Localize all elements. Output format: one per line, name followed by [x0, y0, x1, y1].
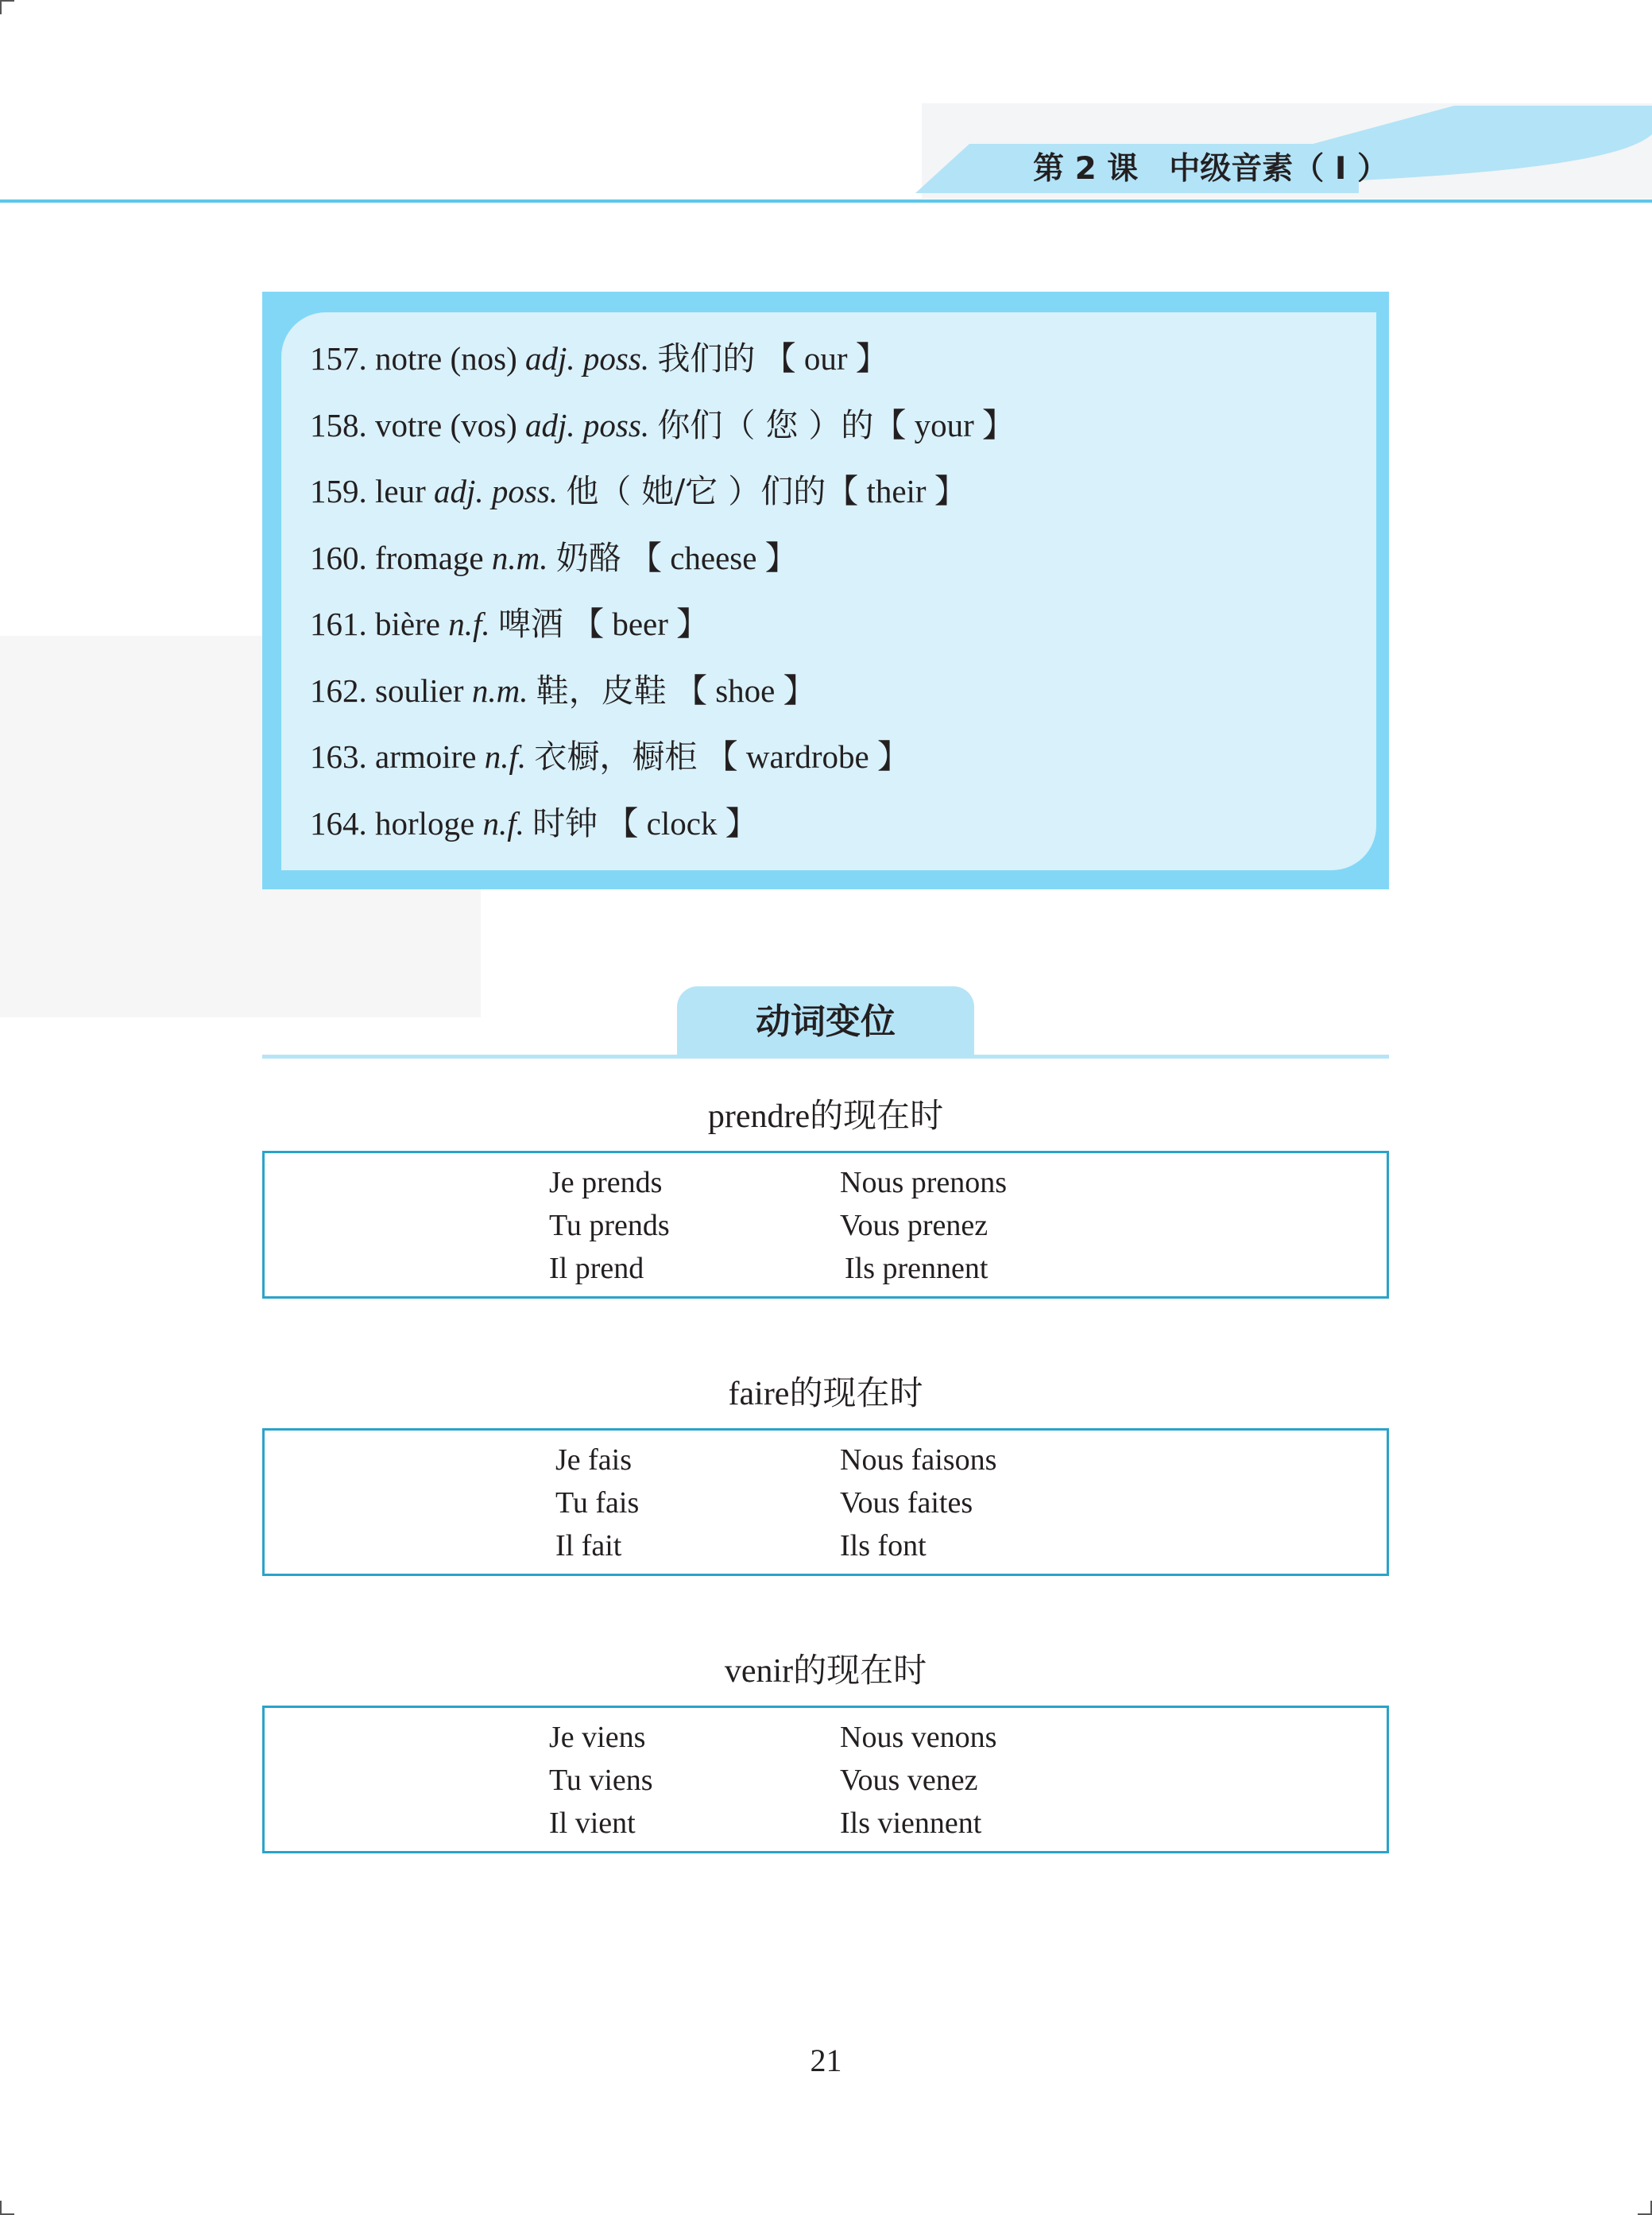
vocabulary-list [310, 332, 1015, 863]
singular-column [555, 1439, 639, 1567]
conjugation-form: Je fais [555, 1443, 633, 1477]
conjugation-table [262, 1151, 1389, 1299]
conjugation-title: venir的现在时 [724, 1651, 927, 1690]
vocab-item: 157. notre (nos) adj. poss. 我们的 【 our 】 [310, 339, 888, 378]
singular-column [549, 1716, 653, 1845]
conjugation-form: Vous prenez [840, 1209, 988, 1242]
plural-column [840, 1161, 1007, 1290]
vocab-item: 158. votre (vos) adj. poss. 你们（ 您 ）的【 your 】 [310, 405, 1016, 444]
conjugation-form: Nous faisons [840, 1443, 997, 1477]
lesson-title: 第 2 课 中级音素（ I ） [1033, 151, 1388, 187]
vocab-item: 161. bière n.f. 啤酒 【 beer 】 [310, 605, 710, 643]
vocab-item: 163. armoire n.f. 衣橱，橱柜 【 wardrobe 】 [310, 738, 910, 776]
plural-column [840, 1716, 996, 1845]
vocab-item: 162. soulier n.m. 鞋，皮鞋 【 shoe 】 [310, 671, 816, 710]
crop-mark-bottom-right [1638, 2201, 1652, 2215]
conjugation-form: Tu prends [549, 1209, 670, 1242]
conjugation-form: Il prend [549, 1252, 644, 1285]
conjugation-form: Je prends [549, 1166, 663, 1199]
crop-mark-bottom-left [0, 2201, 14, 2215]
conjugation-form: Nous prenons [840, 1166, 1008, 1199]
vocab-item: 159. leur adj. poss. 他（ 她/它 ）们的【 their 】 [310, 472, 967, 510]
conjugation-form: Il fait [555, 1529, 622, 1563]
header-rule [0, 199, 1652, 203]
conjugation-form: Je viens [549, 1721, 646, 1754]
conjugation-form: Tu fais [555, 1486, 640, 1520]
section-title: 动词变位 [677, 986, 974, 1056]
conjugation-title: prendre的现在时 [707, 1096, 944, 1135]
vocab-item: 160. fromage n.m. 奶酪 【 cheese 】 [310, 538, 798, 577]
page-number: 21 [810, 2043, 842, 2078]
crop-mark-top-left [0, 0, 14, 14]
conjugation-table [262, 1706, 1389, 1853]
conjugation-form: Il vient [549, 1806, 636, 1840]
section-rule [262, 1055, 1389, 1059]
conjugation-form: Vous venez [840, 1764, 978, 1797]
singular-column [549, 1161, 670, 1290]
conjugation-form: Ils viennent [840, 1806, 982, 1840]
conjugation-form: Nous venons [840, 1721, 997, 1754]
vocab-item: 164. horloge n.f. 时钟 【 clock 】 [310, 804, 758, 842]
conjugation-title: faire的现在时 [728, 1373, 923, 1412]
conjugation-form: Ils font [840, 1529, 927, 1563]
plural-column [840, 1439, 996, 1567]
conjugation-table [262, 1428, 1389, 1576]
conjugation-form: Ils prennent [845, 1252, 988, 1285]
conjugation-form: Tu viens [549, 1764, 653, 1797]
conjugation-form: Vous faites [840, 1486, 973, 1520]
